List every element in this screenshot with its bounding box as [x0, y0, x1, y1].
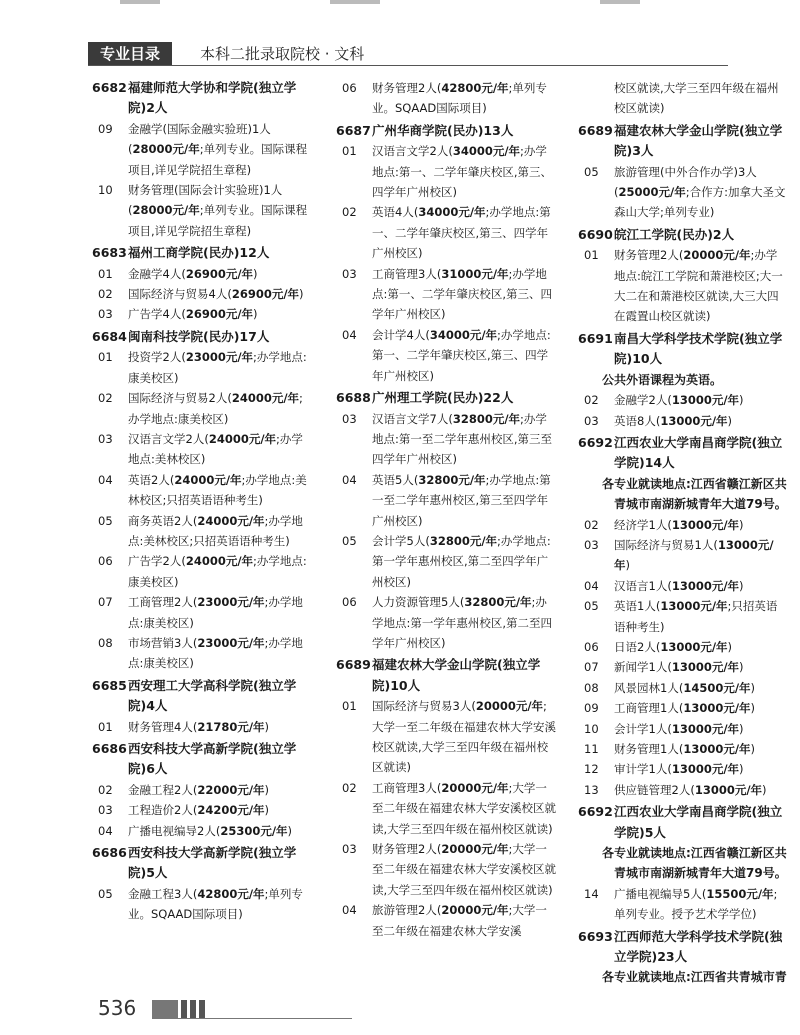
- program-text: 工商管理1人(13000元/年): [614, 701, 756, 716]
- section-tag: 专业目录: [88, 42, 172, 66]
- university-entry: [92, 327, 310, 674]
- program-text: 审计学1人(13000元/年): [614, 762, 744, 777]
- program-text: 会计学5人(32800元/年;办学地点:第一学年惠州校区,第二至四学年广州校区): [372, 533, 551, 589]
- column-3: [578, 78, 788, 990]
- university-heading: [92, 327, 310, 347]
- program-row: [92, 284, 310, 304]
- tuition-fee: 32800元/年: [452, 411, 521, 426]
- column-1: [92, 78, 310, 927]
- program-text: 工商管理3人(31000元/年;办学地点:第一、二学年肇庆校区,第三、四学年广州校区): [372, 266, 553, 322]
- program-row: [578, 884, 788, 925]
- program-text: 广播电视编导5人(15500元/年;单列专业。授予艺术学学位): [614, 886, 778, 922]
- program-text: 金融学2人(13000元/年): [614, 393, 744, 408]
- program-text: 投资学2人(23000元/年;办学地点:康美校区): [128, 350, 307, 385]
- program-row: [92, 592, 310, 633]
- program-code: 01: [98, 719, 113, 734]
- program-row: [336, 78, 556, 119]
- university-code: 6685: [92, 677, 127, 693]
- program-code: 11: [584, 742, 599, 756]
- tuition-fee: 14500元/年: [683, 680, 751, 695]
- program-text: 金融工程3人(42800元/年;单列专业。SQAAD国际项目): [128, 886, 303, 922]
- university-code: 6692: [578, 434, 613, 450]
- program-text: 风景园林1人(14500元/年): [614, 680, 756, 695]
- program-code: 01: [584, 248, 599, 263]
- program-text: 人力资源管理5人(32800元/年;办学地点:第一学年惠州校区,第二至四学年广州校区): [372, 595, 553, 650]
- tuition-fee: 25000元/年: [618, 185, 686, 200]
- program-code: 04: [342, 472, 357, 487]
- program-text: 汉语言文学2人(24000元/年;办学地点:美林校区): [128, 431, 303, 467]
- program-row: [92, 511, 310, 552]
- tuition-fee: 42800元/年: [197, 886, 265, 901]
- university-code: 6683: [92, 245, 127, 261]
- tuition-fee: 34000元/年: [418, 205, 486, 220]
- program-row: [92, 429, 310, 470]
- program-row: [92, 470, 310, 511]
- tuition-fee: 13000元/年: [683, 701, 751, 716]
- program-code: 05: [584, 599, 599, 614]
- program-row: [92, 304, 310, 324]
- program-row: [336, 202, 556, 263]
- program-text: 会计学4人(34000元/年;办学地点:第一、二学年肇庆校区,第三、四学年广州校区): [372, 327, 551, 383]
- program-row: [336, 264, 556, 325]
- university-name: 福州工商学院(民办)12人: [128, 245, 270, 261]
- program-code: 04: [98, 823, 113, 838]
- university-heading: [92, 676, 310, 717]
- tuition-fee: 20000元/年: [683, 248, 751, 263]
- tuition-fee: 20000元/年: [475, 699, 544, 714]
- program-row: [92, 717, 310, 737]
- university-code: 6689: [336, 657, 371, 673]
- university-name: 西安科技大学高新学院(独立学院)6人: [128, 741, 297, 777]
- program-text: 国际经济与贸易1人(13000元/年): [614, 537, 774, 573]
- program-code: 03: [98, 307, 113, 322]
- program-row: [336, 470, 556, 531]
- tuition-fee: 28000元/年: [132, 203, 200, 218]
- program-text: 国际经济与贸易2人(24000元/年;办学地点:康美校区): [128, 391, 303, 426]
- tuition-fee: 13000元/年: [671, 762, 740, 777]
- university-heading: [92, 843, 310, 884]
- tuition-fee: 34000元/年: [429, 327, 498, 342]
- university-name: 福建农林大学金山学院(独立学院)3人: [614, 122, 783, 159]
- tuition-fee: 23000元/年: [185, 350, 254, 365]
- program-code: 03: [98, 431, 113, 446]
- program-code: 03: [584, 413, 599, 428]
- university-heading: [336, 655, 556, 696]
- program-row: [336, 409, 556, 470]
- program-text: 财务管理1人(13000元/年): [614, 742, 756, 756]
- program-code: 01: [98, 350, 113, 365]
- university-heading: [578, 121, 788, 162]
- program-code: 05: [98, 886, 113, 901]
- university-code: 6684: [92, 328, 127, 344]
- university-code: 6692: [578, 804, 613, 820]
- program-row: [578, 698, 788, 718]
- university-name: 西安理工大学高科学院(独立学院)4人: [128, 677, 297, 714]
- university-name: 江西农业大学南昌商学院(独立学院)14人: [614, 434, 783, 471]
- program-text: 旅游管理2人(20000元/年;大学一至二年级在福建农林大学安溪: [372, 903, 547, 938]
- program-code: 08: [584, 680, 599, 695]
- program-row: [578, 678, 788, 698]
- university-entry: [336, 655, 556, 941]
- tuition-fee: 13000元/年: [660, 599, 728, 614]
- program-row: [578, 576, 788, 596]
- university-entry: [92, 843, 310, 925]
- program-text: 工商管理3人(20000元/年;大学一至二年级在福建农林大学安溪校区就读,大学三至四年级在福州校区就读): [372, 780, 556, 836]
- program-code: 09: [584, 701, 599, 716]
- program-code: 08: [98, 635, 113, 650]
- tuition-fee: 26900元/年: [185, 266, 254, 281]
- program-text: 广告学2人(24000元/年;办学地点:康美校区): [128, 554, 307, 589]
- program-row: [578, 739, 788, 759]
- program-text: 商务英语2人(24000元/年;办学地点:美林校区;只招英语语种考生): [128, 513, 303, 548]
- program-code: 04: [584, 578, 599, 593]
- university-entry: [578, 927, 788, 988]
- tuition-fee: 13000元/年: [671, 578, 740, 593]
- program-text: 财务管理(国际会计实验班)1人(28000元/年;单列专业。国际课程项目,详见学院招生章程): [128, 183, 308, 238]
- tuition-fee: 20000元/年: [441, 842, 509, 857]
- tuition-fee: 20000元/年: [441, 780, 509, 795]
- program-code: 03: [342, 411, 357, 426]
- program-text: 财务管理4人(21780元/年): [128, 719, 270, 734]
- program-row: [578, 596, 788, 637]
- tuition-fee: 21780元/年: [197, 719, 265, 734]
- university-entry: [336, 388, 556, 653]
- program-code: 13: [584, 782, 599, 797]
- university-entry: [578, 121, 788, 223]
- program-code: 02: [342, 780, 357, 795]
- program-row: [578, 719, 788, 739]
- program-code: 07: [98, 595, 113, 610]
- university-name: 福建师范大学协和学院(独立学院)2人: [128, 80, 297, 116]
- university-note: 各专业就读地点:江西省共青城市青: [602, 970, 787, 985]
- program-text: 工商管理2人(23000元/年;办学地点:康美校区): [128, 595, 303, 630]
- header-rule: [88, 65, 728, 66]
- university-code: 6687: [336, 122, 371, 138]
- tuition-fee: 13000元/年: [671, 517, 740, 532]
- university-code: 6690: [578, 226, 613, 242]
- tuition-fee: 13000元/年: [671, 721, 740, 736]
- program-code: 05: [342, 533, 357, 548]
- page-header: [88, 42, 728, 66]
- program-text: 英语5人(32800元/年;办学地点:第一至二学年惠州校区,第三至四学年广州校区): [372, 472, 551, 528]
- program-row: [578, 780, 788, 800]
- tuition-fee: 13000元/年: [614, 537, 774, 573]
- tuition-fee: 24000元/年: [174, 472, 242, 487]
- university-code: 6686: [92, 741, 127, 756]
- program-code: 02: [98, 287, 113, 302]
- program-text: 广播电视编导2人(25300元/年): [128, 823, 293, 838]
- tuition-fee: 13000元/年: [694, 782, 763, 797]
- tuition-fee: 31000元/年: [441, 266, 509, 281]
- program-row: [578, 245, 788, 327]
- program-row: [578, 535, 788, 576]
- program-code: 12: [584, 762, 599, 777]
- program-text: 英语1人(13000元/年;只招英语语种考生): [614, 599, 778, 634]
- tuition-fee: 24000元/年: [185, 554, 254, 569]
- tuition-fee: 24000元/年: [208, 431, 277, 446]
- tuition-fee: 15500元/年: [706, 886, 774, 901]
- program-text: 财务管理2人(20000元/年;办学地点:皖江工学院和萧港校区;大一大二在和萧港校区就读,大三大四在霞置山校区就读): [614, 248, 783, 324]
- program-row: [92, 347, 310, 388]
- university-name: 福建农林大学金山学院(独立学院)10人: [372, 657, 541, 693]
- tuition-fee: 24200元/年: [197, 803, 265, 818]
- program-row: [578, 637, 788, 657]
- tuition-fee: 13000元/年: [671, 660, 740, 675]
- university-code: 6689: [578, 122, 613, 138]
- university-name: 皖江工学院(民办)2人: [614, 226, 735, 242]
- tuition-fee: 32800元/年: [429, 533, 498, 548]
- program-text: 金融学(国际金融实验班)1人(28000元/年;单列专业。国际课程项目,详见学院招生章程): [128, 121, 308, 177]
- tuition-fee: 34000元/年: [452, 144, 521, 159]
- tuition-fee: 32800元/年: [464, 595, 532, 610]
- university-name: 广州华商学院(民办)13人: [372, 122, 514, 138]
- program-row: [578, 759, 788, 779]
- program-code: 06: [342, 595, 357, 610]
- program-code: 02: [342, 205, 357, 220]
- university-name: 江西师范大学科学技术学院(独立学院)23人: [614, 928, 783, 965]
- program-code: 05: [98, 513, 113, 528]
- program-row: [92, 821, 310, 841]
- tuition-fee: 28000元/年: [132, 142, 200, 157]
- program-code: 01: [98, 266, 113, 281]
- program-row: [578, 515, 788, 535]
- program-code: 01: [342, 144, 357, 159]
- university-code: 6682: [92, 80, 127, 95]
- tuition-fee: 13000元/年: [671, 393, 740, 408]
- university-note: 各专业就读地点:江西省赣江新区共青城市南湖新城青年大道79号。: [602, 846, 787, 881]
- program-text: 广告学4人(26900元/年): [128, 307, 258, 322]
- university-entry: [336, 121, 556, 386]
- program-code: 02: [584, 393, 599, 408]
- program-text: 汉语言文学7人(32800元/年;办学地点:第一至二学年惠州校区,第三至四学年广州校区): [372, 411, 553, 467]
- tuition-fee: 20000元/年: [441, 903, 509, 918]
- program-text: 经济学1人(13000元/年): [614, 517, 744, 532]
- university-heading: [578, 433, 788, 474]
- tuition-fee: 24000元/年: [231, 391, 300, 406]
- program-code: [578, 78, 614, 119]
- program-code: 06: [98, 554, 113, 569]
- program-text: 财务管理2人(42800元/年;单列专业。SQAAD国际项目): [372, 81, 547, 116]
- program-row: [92, 180, 310, 241]
- program-text: 汉语言文学2人(34000元/年;办学地点:第一、二学年肇庆校区,第三、四学年广州校区): [372, 144, 553, 200]
- program-text: 英语8人(13000元/年): [614, 413, 733, 428]
- university-entry: [92, 739, 310, 841]
- university-heading: [92, 243, 310, 263]
- university-entry: [578, 329, 788, 431]
- program-row: [336, 592, 556, 653]
- program-text: 工程造价2人(24200元/年): [128, 803, 270, 818]
- program-text: 供应链管理2人(13000元/年): [614, 782, 767, 797]
- tuition-fee: 13000元/年: [660, 639, 728, 654]
- university-heading: [578, 329, 788, 370]
- program-text: 金融工程2人(22000元/年): [128, 782, 270, 797]
- program-row: [578, 78, 788, 119]
- program-row: [336, 325, 556, 386]
- column-2: [336, 78, 556, 943]
- university-entry: [578, 433, 788, 800]
- program-row: [336, 778, 556, 839]
- program-row: [578, 390, 788, 410]
- program-code: 06: [584, 639, 599, 654]
- program-text: 英语2人(24000元/年;办学地点:美林校区;只招英语语种考生): [128, 472, 307, 508]
- program-row: [578, 162, 788, 223]
- university-code: 6693: [578, 928, 613, 944]
- program-row: [92, 633, 310, 674]
- tuition-fee: 23000元/年: [197, 595, 265, 610]
- tuition-fee: 26900元/年: [231, 287, 300, 302]
- tuition-fee: 13000元/年: [660, 413, 728, 428]
- program-text: 国际经济与贸易4人(26900元/年): [128, 287, 304, 302]
- tuition-fee: 42800元/年: [441, 81, 509, 95]
- top-crop-marks: [0, 0, 800, 12]
- program-row: [92, 884, 310, 925]
- tuition-fee: 32800元/年: [418, 472, 486, 487]
- university-name: 广州理工学院(民办)22人: [372, 390, 514, 406]
- university-entry: [578, 225, 788, 327]
- university-heading: [578, 802, 788, 843]
- university-code: 6688: [336, 390, 371, 406]
- university-entry: [578, 78, 788, 119]
- program-text: 英语4人(34000元/年;办学地点:第一、二学年肇庆校区,第三、四学年广州校区): [372, 205, 551, 261]
- program-row: [92, 388, 310, 429]
- program-code: 06: [342, 81, 357, 95]
- program-code: 04: [98, 472, 113, 487]
- tuition-fee: 25300元/年: [220, 823, 288, 838]
- program-code: 07: [584, 660, 599, 675]
- university-entry: [578, 802, 788, 924]
- university-entry: [92, 243, 310, 325]
- program-code: 02: [584, 517, 599, 532]
- program-code: 02: [98, 782, 113, 797]
- program-text: 校区就读,大学三至四年级在福州校区就读): [614, 81, 779, 116]
- program-code: 03: [342, 842, 357, 857]
- program-code: 03: [584, 537, 599, 552]
- section-subtitle: 本科二批录取院校 · 文科: [200, 45, 365, 63]
- program-text: 汉语言1人(13000元/年): [614, 578, 744, 593]
- page-number: 536: [98, 996, 137, 1020]
- program-code: 04: [342, 327, 357, 342]
- university-code: 6691: [578, 330, 613, 346]
- program-row: [336, 141, 556, 202]
- tuition-fee: 24000元/年: [197, 513, 265, 528]
- university-heading: [92, 78, 310, 119]
- program-row: [336, 696, 556, 778]
- footer-decoration: [152, 1000, 205, 1018]
- program-row: [336, 531, 556, 592]
- program-row: [578, 411, 788, 431]
- program-row: [92, 780, 310, 800]
- program-row: [336, 839, 556, 900]
- footer-rule: [152, 1018, 352, 1019]
- program-text: 日语2人(13000元/年): [614, 639, 733, 654]
- tuition-fee: 26900元/年: [185, 307, 254, 322]
- program-text: 会计学1人(13000元/年): [614, 721, 744, 736]
- program-text: 财务管理2人(20000元/年;大学一至二年级在福建农林大学安溪校区就读,大学三至四年级在福州校区就读): [372, 842, 556, 897]
- program-row: [92, 800, 310, 820]
- program-code: 10: [584, 721, 599, 736]
- program-code: 03: [98, 803, 113, 818]
- tuition-fee: 13000元/年: [683, 742, 751, 756]
- program-code: 09: [98, 121, 113, 136]
- program-code: 05: [584, 164, 599, 179]
- program-row: [336, 900, 556, 941]
- program-text: 旅游管理(中外合作办学)3人(25000元/年;合作方:加拿大圣文森山大学;单列专业): [614, 164, 786, 220]
- program-row: [578, 657, 788, 677]
- university-entry: [92, 78, 310, 241]
- program-row: [92, 119, 310, 180]
- tuition-fee: 23000元/年: [197, 635, 265, 650]
- program-text: 国际经济与贸易3人(20000元/年;大学一至二年级在福建农林大学安溪校区就读,大学三至四年级在福州校区就读): [372, 699, 556, 775]
- program-text: 新闻学1人(13000元/年): [614, 660, 744, 675]
- program-code: 10: [98, 183, 113, 198]
- university-heading: [578, 225, 788, 245]
- program-code: 02: [98, 391, 113, 406]
- tuition-fee: 22000元/年: [197, 782, 265, 797]
- university-name: 闽南科技学院(民办)17人: [128, 328, 270, 344]
- program-text: 金融学4人(26900元/年): [128, 266, 258, 281]
- program-code: 14: [584, 886, 599, 901]
- program-code: 04: [342, 903, 357, 918]
- program-code: 03: [342, 266, 357, 281]
- university-heading: [92, 739, 310, 780]
- program-code: 01: [342, 699, 357, 714]
- university-entry: [336, 78, 556, 119]
- university-name: 南昌大学科学技术学院(独立学院)10人: [614, 330, 783, 367]
- university-entry: [92, 676, 310, 737]
- program-row: [92, 264, 310, 284]
- program-text: 市场营销3人(23000元/年;办学地点:康美校区): [128, 635, 303, 671]
- university-name: 西安科技大学高新学院(独立学院)5人: [128, 845, 297, 881]
- program-row: [92, 551, 310, 592]
- university-code: 6686: [92, 845, 127, 861]
- university-note: 各专业就读地点:江西省赣江新区共青城市南湖新城青年大道79号。: [602, 476, 787, 512]
- university-heading: [578, 927, 788, 968]
- university-note: 公共外语课程为英语。: [602, 372, 723, 387]
- university-heading: [336, 388, 556, 408]
- university-heading: [336, 121, 556, 141]
- university-name: 江西农业大学南昌商学院(独立学院)5人: [614, 804, 783, 840]
